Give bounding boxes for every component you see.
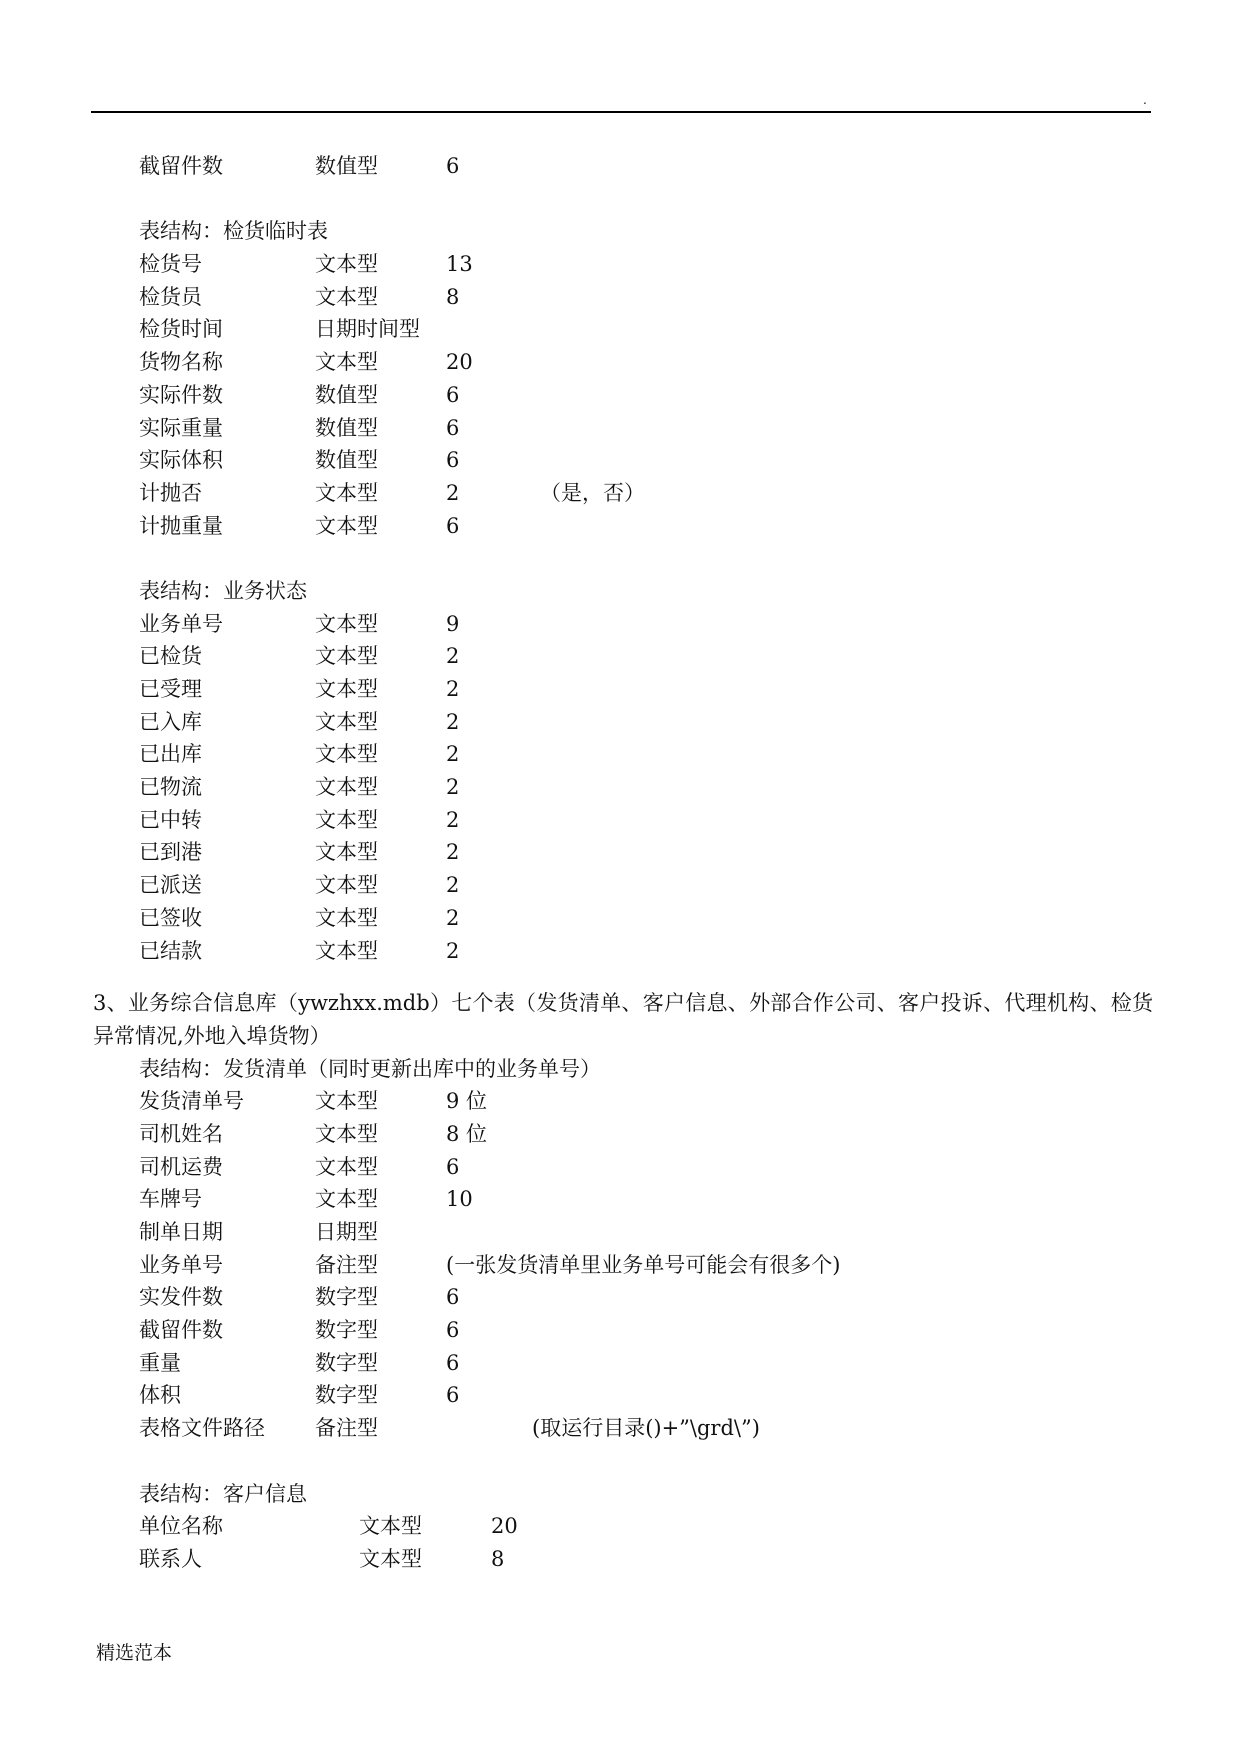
field-type: 文本型 xyxy=(315,840,378,865)
field-type: 日期型 xyxy=(315,1220,378,1245)
field-name: 单位名称 xyxy=(139,1514,223,1539)
field-type: 文本型 xyxy=(315,513,378,538)
field-row xyxy=(0,608,1241,641)
field-type: 文本型 xyxy=(315,252,378,277)
field-name: 计抛重量 xyxy=(139,513,223,538)
field-name: 实际体积 xyxy=(139,448,223,473)
field-length: 6 xyxy=(446,513,460,538)
field-row xyxy=(0,804,1241,837)
field-name: 已受理 xyxy=(139,677,202,701)
table-title-text: 表结构：检货临时表 xyxy=(139,219,328,244)
header-mark: . xyxy=(1143,93,1147,107)
field-row xyxy=(0,346,1241,379)
field-length: 6 xyxy=(446,154,460,178)
field-length: 2 xyxy=(446,840,460,865)
field-row xyxy=(0,1510,1241,1543)
field-name: 制单日期 xyxy=(139,1220,223,1245)
field-type: 数字型 xyxy=(315,1285,378,1310)
field-row xyxy=(0,1543,1241,1576)
field-row xyxy=(0,379,1241,412)
field-length: 6 xyxy=(446,415,460,440)
field-type: 数值型 xyxy=(315,382,378,407)
field-length: 2 xyxy=(446,938,460,963)
field-length: (一张发货清单里业务单号可能会有很多个) xyxy=(446,1252,841,1277)
field-row xyxy=(0,1314,1241,1347)
field-name: 司机姓名 xyxy=(139,1121,223,1146)
field-name: 已签收 xyxy=(139,905,202,930)
document-body xyxy=(0,150,1241,1576)
field-type: 文本型 xyxy=(315,611,378,636)
field-row xyxy=(0,738,1241,771)
field-length: 2 xyxy=(446,905,460,930)
field-type: 文本型 xyxy=(315,677,378,701)
field-name: 已检货 xyxy=(139,644,202,669)
field-length: 2 xyxy=(446,677,460,701)
field-type: 文本型 xyxy=(315,284,378,309)
field-name: 实际重量 xyxy=(139,415,223,440)
field-name: 车牌号 xyxy=(139,1187,202,1212)
field-row xyxy=(0,1281,1241,1314)
field-name: 检货员 xyxy=(139,284,202,309)
field-name: 已入库 xyxy=(139,709,202,734)
field-name: 货物名称 xyxy=(139,350,223,375)
field-row xyxy=(0,477,1241,510)
field-name: 已派送 xyxy=(139,873,202,898)
field-type: 数字型 xyxy=(315,1383,378,1408)
field-length: 2 xyxy=(446,742,460,767)
field-name: 检货时间 xyxy=(139,317,223,342)
field-type: 备注型 xyxy=(315,1252,378,1277)
field-row xyxy=(0,935,1241,968)
field-length: 20 xyxy=(446,350,473,375)
header-rule xyxy=(91,111,1151,113)
field-row xyxy=(0,412,1241,445)
field-length: 6 xyxy=(446,1285,460,1310)
field-type: 文本型 xyxy=(359,1546,422,1571)
field-name: 业务单号 xyxy=(139,1252,223,1277)
field-type: 文本型 xyxy=(315,1187,378,1212)
field-length: 8 xyxy=(446,284,460,309)
field-name: 业务单号 xyxy=(139,611,223,636)
field-name: 体积 xyxy=(139,1383,181,1408)
field-length: 2 xyxy=(446,873,460,898)
field-name: 实发件数 xyxy=(139,1285,223,1310)
field-length: 6 xyxy=(446,1318,460,1343)
field-length: 9 位 xyxy=(446,1089,488,1114)
field-name: 截留件数 xyxy=(139,154,223,178)
field-length: 8 位 xyxy=(446,1121,488,1146)
field-length: 2 xyxy=(446,807,460,832)
field-name: 已中转 xyxy=(139,807,202,832)
field-type: 文本型 xyxy=(315,873,378,898)
field-type: 日期时间型 xyxy=(315,317,420,342)
field-length: 10 xyxy=(446,1187,473,1212)
field-name: 已到港 xyxy=(139,840,202,865)
field-length: 13 xyxy=(446,252,473,277)
field-length: 2 xyxy=(446,775,460,800)
field-row xyxy=(0,1347,1241,1380)
table-title xyxy=(0,1053,1241,1086)
field-row xyxy=(0,640,1241,673)
field-type: 文本型 xyxy=(315,350,378,375)
field-name: 司机运费 xyxy=(139,1154,223,1179)
field-length: 6 xyxy=(446,1383,460,1408)
field-length: 6 xyxy=(446,1350,460,1375)
field-row xyxy=(0,281,1241,314)
field-name: 检货号 xyxy=(139,252,202,277)
field-length: 2 xyxy=(446,709,460,734)
field-row xyxy=(0,1249,1241,1282)
table-title xyxy=(0,1478,1241,1511)
field-note: （是，否） xyxy=(540,480,645,505)
table-title-text: 表结构：发货清单（同时更新出库中的业务单号） xyxy=(139,1056,601,1081)
table-title-text: 表结构：业务状态 xyxy=(139,578,307,603)
field-length: 6 xyxy=(446,448,460,473)
field-type: 数值型 xyxy=(315,415,378,440)
field-type: 文本型 xyxy=(315,644,378,669)
field-name: 实际件数 xyxy=(139,382,223,407)
field-name: 重量 xyxy=(139,1350,181,1375)
field-type: 文本型 xyxy=(315,1089,378,1114)
field-name: 表格文件路径 xyxy=(139,1416,265,1441)
field-length: 2 xyxy=(446,644,460,669)
field-type: 文本型 xyxy=(315,480,378,505)
table-title-text: 表结构：客户信息 xyxy=(139,1481,307,1506)
field-type: 文本型 xyxy=(315,709,378,734)
field-row xyxy=(0,836,1241,869)
field-name: 截留件数 xyxy=(139,1318,223,1343)
field-row xyxy=(0,313,1241,346)
field-row xyxy=(0,1183,1241,1216)
field-name: 已出库 xyxy=(139,742,202,767)
field-type: 备注型 xyxy=(315,1416,378,1441)
field-type: 数字型 xyxy=(315,1350,378,1375)
field-row xyxy=(0,1118,1241,1151)
field-row xyxy=(0,771,1241,804)
field-row xyxy=(0,1151,1241,1184)
field-row xyxy=(0,706,1241,739)
footer-label: 精选范本 xyxy=(96,1642,173,1664)
field-length: 2 xyxy=(446,480,460,505)
field-length: 6 xyxy=(446,1154,460,1179)
field-length: 8 xyxy=(491,1546,505,1571)
field-type: 文本型 xyxy=(315,1154,378,1179)
field-note: (取运行目录()+”\grd\”) xyxy=(532,1416,760,1441)
field-name: 联系人 xyxy=(139,1546,202,1571)
field-type: 文本型 xyxy=(315,1121,378,1146)
field-length: 9 xyxy=(446,611,460,636)
field-name: 已结款 xyxy=(139,938,202,963)
field-name: 已物流 xyxy=(139,775,202,800)
field-row xyxy=(0,1216,1241,1249)
field-row xyxy=(0,673,1241,706)
field-row xyxy=(0,869,1241,902)
field-type: 文本型 xyxy=(315,905,378,930)
field-type: 文本型 xyxy=(315,775,378,800)
section-heading: 3、业务综合信息库（ywzhxx.mdb）七个表（发货清单、客户信息、外部合作公司、客户投诉、代理机构、检货异常情况,外地入埠货物） xyxy=(93,991,1153,1048)
field-type: 文本型 xyxy=(359,1514,422,1539)
field-name: 计抛否 xyxy=(139,480,202,505)
field-type: 文本型 xyxy=(315,807,378,832)
table-title xyxy=(0,575,1241,608)
field-row xyxy=(0,150,1241,183)
field-row xyxy=(0,1379,1241,1412)
field-type: 数值型 xyxy=(315,448,378,473)
field-length: 6 xyxy=(446,382,460,407)
field-row xyxy=(0,510,1241,543)
field-row xyxy=(0,248,1241,281)
field-name: 发货清单号 xyxy=(139,1089,244,1114)
field-type: 数值型 xyxy=(315,154,378,178)
field-length: 20 xyxy=(491,1514,518,1539)
field-type: 数字型 xyxy=(315,1318,378,1343)
field-row xyxy=(0,1085,1241,1118)
field-row xyxy=(0,444,1241,477)
field-type: 文本型 xyxy=(315,742,378,767)
field-row xyxy=(0,1412,1241,1445)
field-row xyxy=(0,902,1241,935)
field-type: 文本型 xyxy=(315,938,378,963)
table-title xyxy=(0,215,1241,248)
